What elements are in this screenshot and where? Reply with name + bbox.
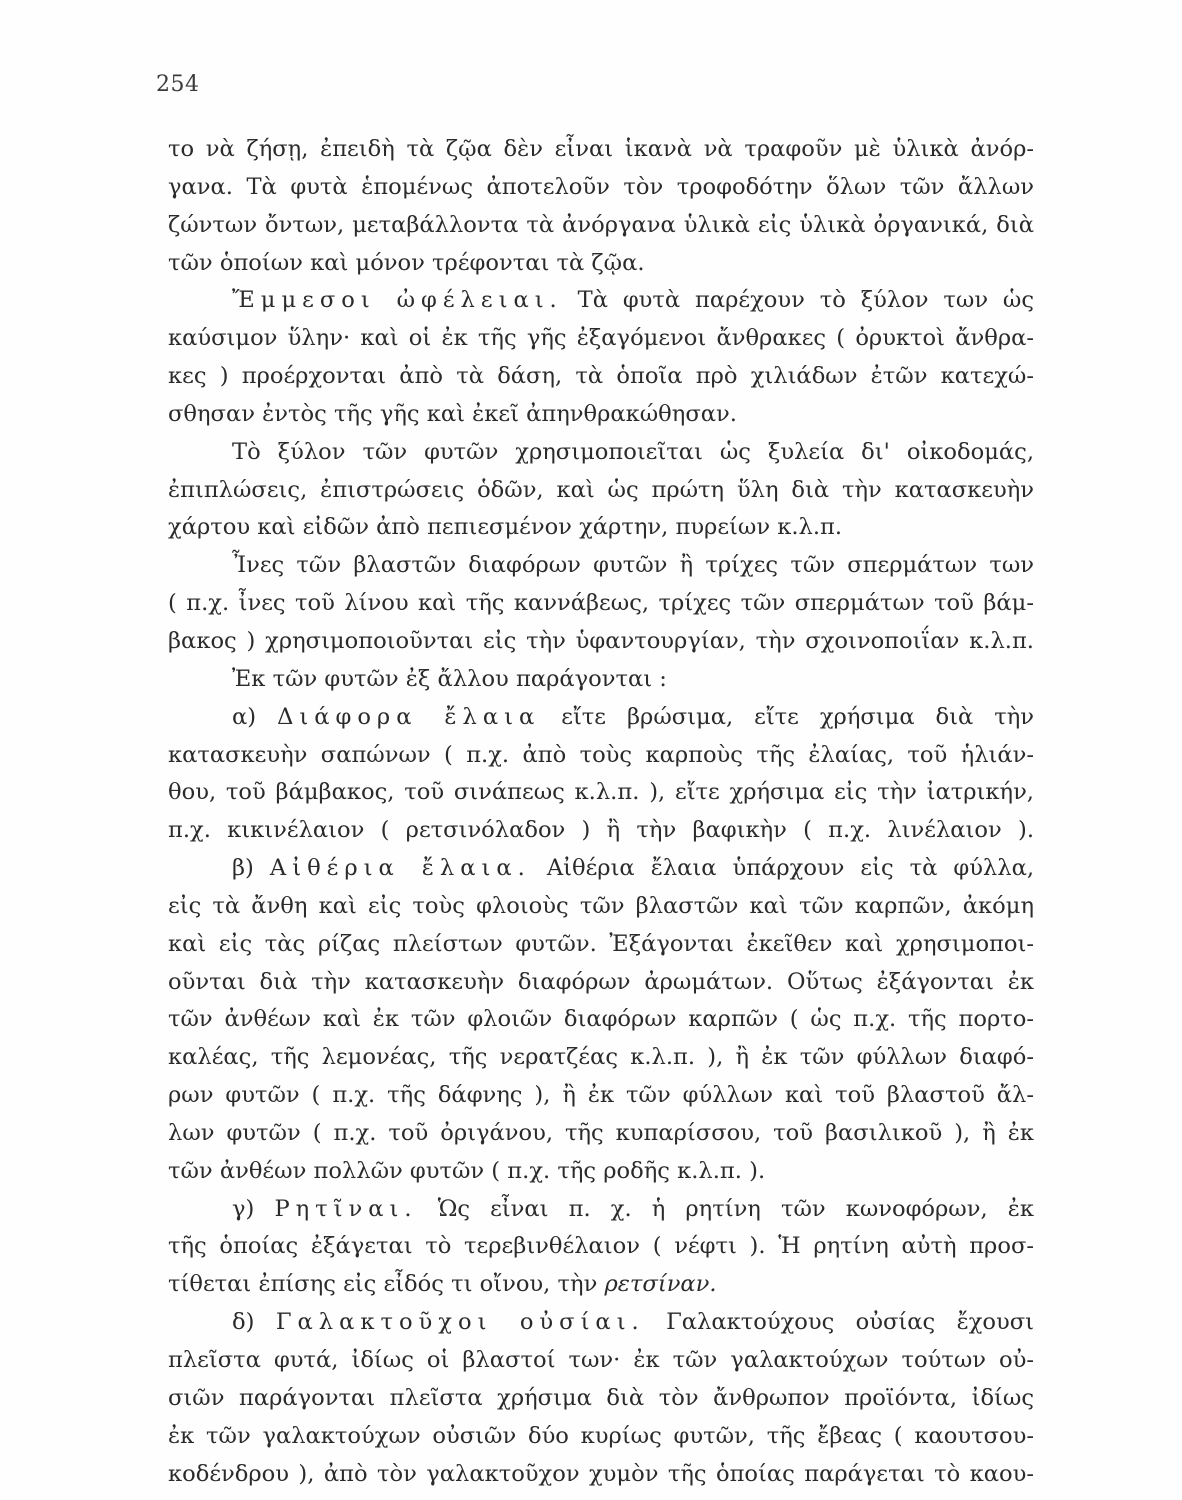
text-line: π.χ. κικινέλαιον ( ρετσινόλαδον ) ἢ τὴν βαφικὴν ( π.χ. λινέλαιον ). [168, 817, 1034, 844]
text-line: καὶ εἰς τὰς ρίζας πλείστων φυτῶν. Ἐξάγονται ἐκεῖθεν καὶ χρησιμοποι- [168, 930, 1034, 957]
text-line: οῦνται διὰ τὴν κατασκευὴν διαφόρων ἀρωμάτων. Οὕτως ἐξάγονται ἐκ [168, 968, 1034, 995]
list-item-heading-line: α) Διάφορα ἔλαια εἴτε βρώσιμα, εἴτε χρήσιμα διὰ τὴν [232, 703, 1035, 730]
text-line: καύσιμον ὕλην· καὶ οἱ ἐκ τῆς γῆς ἐξαγόμενοι ἄνθρακες ( ὀρυκτοὶ ἄνθρα- [168, 325, 1034, 352]
text-line: ( π.χ. ἶνες τοῦ λίνου καὶ τῆς καννάβεως, τρίχες τῶν σπερμάτων τοῦ βάμ- [168, 590, 1034, 617]
text-line: γανα. Τὰ φυτὰ ἑπομένως ἀποτελοῦν τὸν τροφοδότην ὅλων τῶν ἄλλων [168, 173, 1034, 200]
list-item-heading-line: δ) Γαλακτοῦχοι οὐσίαι. Γαλακτούχους οὐσίας ἔχουσι [232, 1309, 1034, 1336]
text-line: Ἐκ τῶν φυτῶν ἐξ ἄλλου παράγονται : [232, 665, 667, 692]
text-line: το νὰ ζήσῃ, ἐπειδὴ τὰ ζῷα δὲν εἶναι ἱκανὰ νὰ τραφοῦν μὲ ὑλικὰ ἀνόρ- [168, 136, 1034, 162]
text-line: σθησαν ἐντὸς τῆς γῆς καὶ ἐκεῖ ἀπηνθρακώθησαν. [168, 400, 737, 427]
text-line: θου, τοῦ βάμβακος, τοῦ σινάπεως κ.λ.π. ), εἴτε χρήσιμα εἰς τὴν ἰατρικήν, [168, 779, 1034, 806]
list-item-heading-line: β) Αἰθέρια ἔλαια. Αἰθέρια ἔλαια ὑπάρχουν εἰς τὰ φύλλα, [232, 855, 1035, 882]
text-line: κοδένδρου ), ἀπὸ τὸν γαλακτοῦχον χυμὸν τῆς ὁποίας παράγεται τὸ καου- [168, 1460, 1034, 1487]
text-line: τῶν ἀνθέων καὶ ἐκ τῶν φλοιῶν διαφόρων καρπῶν ( ὡς π.χ. τῆς πορτο- [168, 1006, 1034, 1033]
page-number: 254 [156, 72, 200, 97]
text-line: Ἶνες τῶν βλαστῶν διαφόρων φυτῶν ἢ τρίχες τῶν σπερμάτων των [232, 552, 1034, 579]
item-heading: Ρητῖναι. [274, 1195, 418, 1222]
italic-term: ρετσίναν. [604, 1271, 717, 1298]
paragraph-heading-line: Ἔμμεσοι ὠφέλειαι. Τὰ φυτὰ παρέχουν τὸ ξύλον των ὡς [232, 287, 1035, 314]
list-marker: δ) [232, 1309, 255, 1336]
text-line: τῶν ἀνθέων πολλῶν φυτῶν ( π.χ. τῆς ροδῆς κ.λ.π. ). [168, 1157, 766, 1184]
text-line: ἐπιπλώσεις, ἐπιστρώσεις ὁδῶν, καὶ ὡς πρώτη ὕλη διὰ τὴν κατασκευὴν [168, 476, 1034, 503]
text-line: βακος ) χρησιμοποιοῦνται εἰς τὴν ὑφαντουργίαν, τὴν σχοινοποιΐαν κ.λ.π. [168, 627, 1034, 654]
text-line: λων φυτῶν ( π.χ. τοῦ ὀριγάνου, τῆς κυπαρίσσου, τοῦ βασιλικοῦ ), ἢ ἐκ [168, 1119, 1034, 1146]
text-line: ἐκ τῶν γαλακτούχων οὐσιῶν δύο κυρίως φυτῶν, τῆς ἔβεας ( καουτσου- [168, 1422, 1034, 1449]
text-line: τίθεται ἐπίσης εἰς εἶδός τι οἴνου, τὴν ρετσίναν. [168, 1271, 717, 1298]
list-marker: γ) [232, 1195, 255, 1222]
text-line: κατασκευὴν σαπώνων ( π.χ. ἀπὸ τοὺς καρποὺς τῆς ἐλαίας, τοῦ ἡλιάν- [168, 741, 1034, 768]
text-line: χάρτου καὶ εἰδῶν ἀπὸ πεπιεσμένον χάρτην, πυρείων κ.λ.π. [168, 514, 843, 541]
text-line: Τὸ ξύλον τῶν φυτῶν χρησιμοποιεῖται ὡς ξυλεία δι' οἰκοδομάς, [232, 438, 1034, 465]
text-line: τῶν ὁποίων καὶ μόνον τρέφονται τὰ ζῷα. [168, 249, 645, 276]
section-heading: Ἔμμεσοι ὠφέλειαι. [232, 287, 563, 314]
item-heading: Γαλακτοῦχοι οὐσίαι. [275, 1309, 645, 1336]
item-heading: Διάφορα ἔλαια [277, 703, 541, 730]
text-line: ρων φυτῶν ( π.χ. τῆς δάφνης ), ἢ ἐκ τῶν φύλλων καὶ τοῦ βλαστοῦ ἄλ- [168, 1082, 1034, 1109]
body-text [168, 131, 1034, 1493]
list-item-heading-line: γ) Ρητῖναι. Ὡς εἶναι π. χ. ἡ ρητίνη τῶν κωνοφόρων, ἐκ [232, 1195, 1034, 1222]
text-line: πλεῖστα φυτά, ἰδίως οἱ βλαστοί των· ἐκ τῶν γαλακτούχων τούτων οὐ- [168, 1347, 1034, 1373]
text-line: καλέας, τῆς λεμονέας, τῆς νερατζέας κ.λ.π. ), ἢ ἐκ τῶν φύλλων διαφό- [168, 1044, 1034, 1071]
text-line: εἰς τὰ ἄνθη καὶ εἰς τοὺς φλοιοὺς τῶν βλαστῶν καὶ τῶν καρπῶν, ἀκόμη [168, 892, 1034, 919]
item-heading: Αἰθέρια ἔλαια. [269, 855, 531, 882]
text-line: τῆς ὁποίας ἐξάγεται τὸ τερεβινθέλαιον ( νέφτι ). Ἡ ρητίνη αὐτὴ προσ- [168, 1233, 1034, 1260]
text-line: σιῶν παράγονται πλεῖστα χρήσιμα διὰ τὸν ἄνθρωπον προϊόντα, ἰδίως [168, 1384, 1034, 1411]
text-line: κες ) προέρχονται ἀπὸ τὰ δάση, τὰ ὁποῖα πρὸ χιλιάδων ἐτῶν κατεχώ- [168, 363, 1034, 390]
list-marker: β) [232, 855, 254, 882]
list-marker: α) [232, 703, 257, 730]
text-line: ζώντων ὄντων, μεταβάλλοντα τὰ ἀνόργανα ὑλικὰ εἰς ὑλικὰ ὀργανικά, διὰ [168, 211, 1034, 238]
